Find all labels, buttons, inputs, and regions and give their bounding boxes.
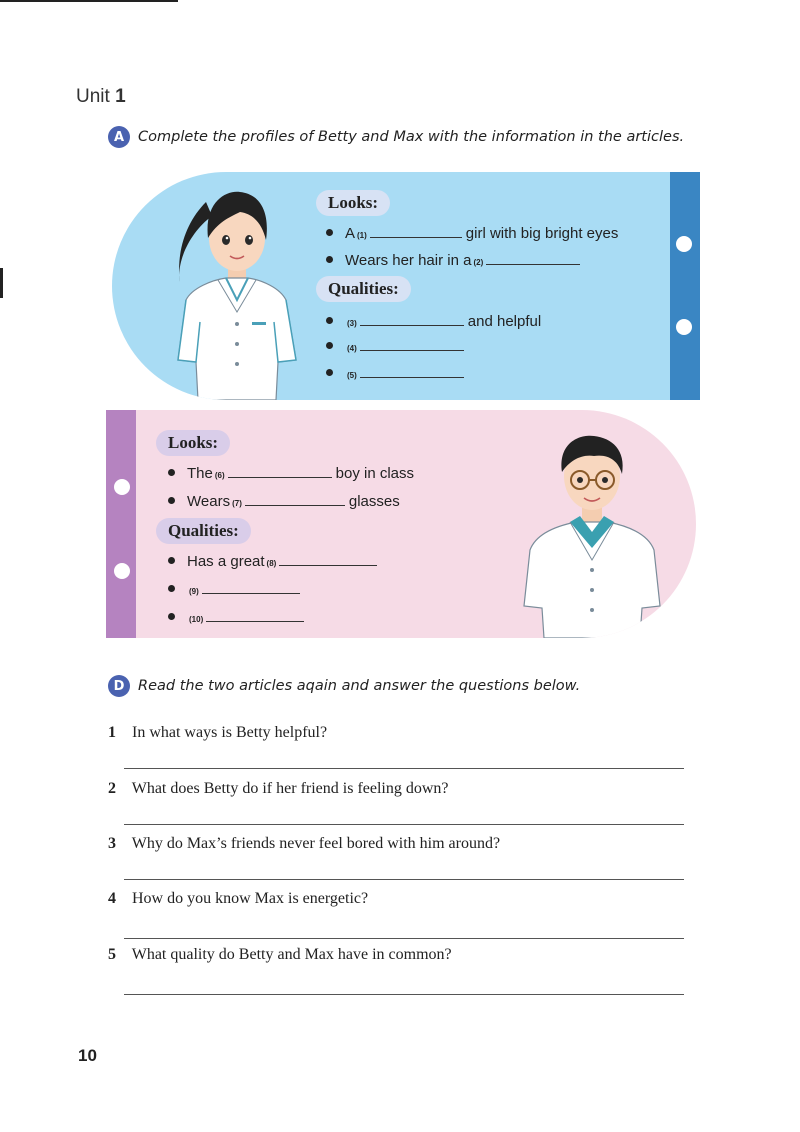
bullet bbox=[168, 585, 175, 592]
item-prefix: The bbox=[187, 465, 213, 482]
top-rule bbox=[0, 0, 178, 2]
max-qualities-item bbox=[168, 552, 381, 570]
question bbox=[108, 780, 449, 798]
max-qualities-label: Qualities: bbox=[156, 518, 251, 544]
blank-number: (9) bbox=[189, 587, 199, 596]
max-looks-item bbox=[168, 492, 400, 510]
section-a-heading bbox=[108, 126, 684, 148]
section-a-instruction: Complete the profiles of Betty and Max with the information in the articles. bbox=[138, 129, 685, 145]
item-suffix: girl with big bright eyes bbox=[465, 225, 619, 242]
question bbox=[108, 724, 327, 742]
answer-line-3[interactable] bbox=[124, 879, 684, 880]
unit-label: Unit bbox=[76, 86, 110, 107]
question-number: 2 bbox=[108, 780, 116, 797]
bullet bbox=[326, 256, 333, 263]
item-suffix: boy in class bbox=[335, 465, 415, 482]
blank-number: (5) bbox=[347, 371, 357, 380]
question-text: Why do Max’s friends never feel bored with him around? bbox=[131, 835, 501, 852]
question-text: What does Betty do if her friend is feeling down? bbox=[131, 780, 449, 797]
answer-blank-8[interactable] bbox=[279, 552, 377, 566]
unit-title bbox=[76, 86, 126, 108]
question bbox=[108, 946, 452, 964]
question-number: 1 bbox=[108, 724, 116, 741]
item-prefix: Wears bbox=[187, 493, 231, 510]
page-number: 10 bbox=[78, 1046, 97, 1065]
section-d-heading bbox=[108, 675, 580, 697]
unit-number: 1 bbox=[115, 86, 126, 107]
max-card-tab bbox=[106, 410, 136, 638]
betty-qualities-item bbox=[326, 337, 468, 353]
answer-line-1[interactable] bbox=[124, 768, 684, 769]
question-text: How do you know Max is energetic? bbox=[132, 890, 369, 907]
blank-number: (10) bbox=[189, 615, 204, 624]
blank-number: (4) bbox=[347, 344, 357, 353]
section-d-badge: D bbox=[108, 675, 130, 697]
question-text: What quality do Betty and Max have in common? bbox=[131, 946, 452, 963]
max-qualities-item bbox=[168, 580, 304, 596]
max-profile-card bbox=[106, 410, 696, 638]
betty-card-tab bbox=[670, 172, 700, 400]
bullet bbox=[168, 613, 175, 620]
blank-number: (2) bbox=[473, 258, 484, 267]
max-looks-item bbox=[168, 464, 414, 482]
item-prefix: A bbox=[345, 225, 356, 242]
max-illustration bbox=[508, 410, 678, 638]
answer-blank-7[interactable] bbox=[245, 492, 345, 506]
answer-line-5[interactable] bbox=[124, 994, 684, 995]
question-number: 3 bbox=[108, 835, 116, 852]
item-suffix: and helpful bbox=[467, 313, 542, 330]
binder-hole bbox=[114, 479, 130, 495]
answer-blank-9[interactable] bbox=[202, 580, 300, 594]
question-number: 5 bbox=[108, 946, 116, 963]
blank-number: (7) bbox=[232, 499, 242, 508]
answer-blank-4[interactable] bbox=[360, 337, 464, 351]
section-d-instruction: Read the two articles aqain and answer the questions below. bbox=[138, 678, 581, 694]
betty-looks-label: Looks: bbox=[316, 190, 390, 216]
answer-blank-3[interactable] bbox=[360, 312, 464, 326]
betty-looks-item bbox=[326, 224, 618, 242]
bullet bbox=[168, 497, 175, 504]
blank-number: (8) bbox=[266, 559, 277, 568]
betty-illustration bbox=[156, 172, 316, 400]
binder-hole bbox=[114, 563, 130, 579]
answer-blank-2[interactable] bbox=[486, 251, 580, 265]
question-text: In what ways is Betty helpful? bbox=[132, 724, 328, 741]
betty-profile-card bbox=[112, 172, 700, 400]
question-number: 4 bbox=[108, 890, 116, 907]
bullet bbox=[326, 317, 333, 324]
answer-line-4[interactable] bbox=[124, 938, 684, 939]
blank-number: (6) bbox=[214, 471, 225, 480]
binder-hole bbox=[676, 236, 692, 252]
bullet bbox=[168, 469, 175, 476]
question bbox=[108, 890, 368, 908]
answer-blank-5[interactable] bbox=[360, 364, 464, 378]
bullet bbox=[326, 229, 333, 236]
item-prefix: Wears her hair in a bbox=[345, 252, 472, 269]
item-suffix: glasses bbox=[348, 493, 400, 510]
max-qualities-item bbox=[168, 608, 308, 624]
answer-blank-1[interactable] bbox=[370, 224, 462, 238]
bullet bbox=[168, 557, 175, 564]
item-prefix: Has a great bbox=[187, 553, 265, 570]
question bbox=[108, 835, 500, 853]
blank-number: (3) bbox=[347, 319, 357, 328]
max-looks-label: Looks: bbox=[156, 430, 230, 456]
bullet bbox=[326, 342, 333, 349]
answer-blank-10[interactable] bbox=[206, 608, 304, 622]
betty-qualities-item bbox=[326, 364, 468, 380]
betty-looks-item bbox=[326, 251, 584, 269]
section-a-badge: A bbox=[108, 126, 130, 148]
binder-hole bbox=[676, 319, 692, 335]
answer-blank-6[interactable] bbox=[228, 464, 332, 478]
blank-number: (1) bbox=[357, 231, 367, 240]
betty-qualities-label: Qualities: bbox=[316, 276, 411, 302]
bullet bbox=[326, 369, 333, 376]
betty-qualities-item bbox=[326, 312, 541, 330]
edge-mark bbox=[0, 268, 3, 298]
answer-line-2[interactable] bbox=[124, 824, 684, 825]
